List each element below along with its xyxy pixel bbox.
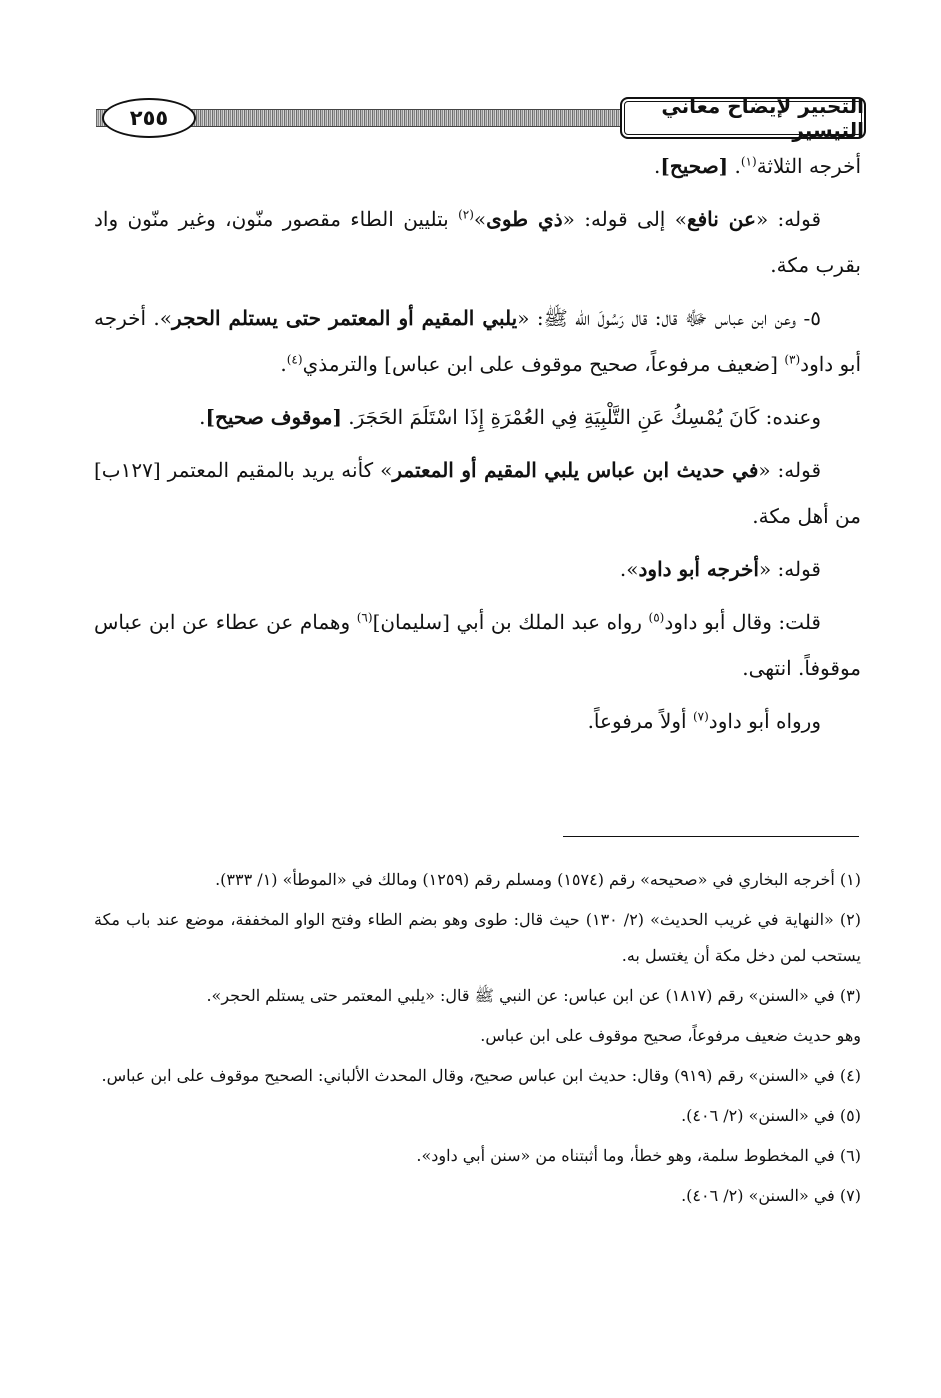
text-span: وعنده: كَانَ يُمْسِكُ عَنِ التَّلْبِيَةِ فِي العُمْرَةِ إِذَا اسْتَلَمَ الحَجَرَ. [341,405,821,429]
text-span: قوله: « [758,458,822,482]
text-span: . [199,405,206,429]
text-span: ». أخرجه أبو داود [94,306,861,376]
paragraph-1 [94,143,861,189]
book-title: التحبير لإيضاح معاني التيسير [620,97,866,139]
footnote-2: (٢) «النهاية في غريب الحديث» (٢/ ١٣٠) حيث قال: طوى وهو بضم الطاء وفتح الواو المخففة، موضع عند باب مكة يستحب لمن دخل مكة أن يغتسل به. [94,910,861,965]
footnote-3-continued: وهو حديث ضعيف مرفوعاً، صحيح موقوف على ابن عباس. [480,1026,861,1045]
quoted-phrase: أخرجه أبو داود [638,557,759,581]
hadith-grade: [صحيح] [660,154,729,178]
paragraph-4 [94,394,861,440]
footnote-ref-2: (٢) [458,207,474,222]
text-span: [ضعيف مرفوعاً، صحيح موقوف على ابن عباس] والترمذي [302,352,785,376]
footnote-ref-1: (١) [740,154,757,169]
quoted-phrase: عن نافع [686,207,756,231]
footnote-5: (٥) في «السنن» (٢/ ٤٠٦). [681,1106,861,1125]
text-span: . [280,352,287,376]
paragraph-6 [94,546,861,592]
hadith-text: يلبي المقيم أو المعتمر حتى يستلم الحجر [172,306,518,330]
footnote-ref-7: (٧) [692,709,709,724]
quoted-phrase: ذي طوى [486,207,563,231]
text-span: . [654,154,661,178]
running-header [96,94,866,142]
text-span: » إلى قوله: « [562,207,687,231]
text-span: » كأنه يريد بالمقيم المعتمر [١٢٧ب] من أهل مكة. [94,458,861,528]
footnote-6: (٦) في المخطوط سلمة، وهو خطأ، وما أثبتناه من «سنن أبي داود». [416,1146,861,1165]
footnote-ref-3: (٣) [784,352,801,367]
text-span: ورواه أبو داود [708,709,821,733]
footnote-4: (٤) في «السنن» رقم (٩١٩) وقال: حديث ابن عباس صحيح، وقال المحدث الألباني: الصحيح موقوف على ابن عباس. [101,1066,861,1085]
main-text [94,143,861,751]
footnote-ref-5: (٥) [648,610,665,625]
footnote-3: (٣) في «السنن» رقم (١٨١٧) عن ابن عباس: عن النبي ﷺ قال: «يلبي المعتمر حتى يستلم الحجر». [206,986,861,1005]
text-span: ». [619,557,639,581]
hadith-grade: [موقوف صحيح] [205,405,342,429]
paragraph-2 [94,196,861,288]
text-span: أخرجه الثلاثة [756,154,861,178]
text-span: قلت: وقال أبو داود [664,610,821,634]
footnote-ref-4: (٤) [286,352,303,367]
text-span: وهمام عن عطاء عن ابن عباس موقوفاً. انتهى. [94,610,861,680]
text-span: . [728,154,741,178]
paragraph-8 [94,698,861,744]
footnote-7: (٧) في «السنن» (٢/ ٤٠٦). [681,1186,861,1205]
footnote-ref-6: (٦) [356,610,373,625]
text-span: أولاً مرفوعاً. [587,709,693,733]
text-span: قوله: « [755,207,822,231]
text-span: قوله: « [758,557,821,581]
quoted-phrase: في حديث ابن عباس يلبي المقيم أو المعتمر [392,458,759,482]
text-span: » [473,207,487,231]
paragraph-3 [94,295,861,387]
footnote-1: (١) أخرجه البخاري في «صحيحه» رقم (١٥٧٤) ومسلم رقم (١٢٥٩) ومالك في «الموطأ» (١/ ٣٣٣). [215,870,861,889]
text-span: ٥- وعن ابن عباس ﷻ قال: قال رَسُولَ الله ﷺ: « [517,306,821,330]
paragraph-5 [94,447,861,539]
text-span: رواه عبد الملك بن أبي [سليمان] [372,610,649,634]
paragraph-7 [94,599,861,691]
footnote-separator [563,836,859,837]
text-span: بتليين الطاء مقصور منّون، وغير منّون واد بقرب مكة. [94,207,861,277]
footnotes [94,862,861,1218]
page-number: ٢٥٥ [102,98,196,138]
